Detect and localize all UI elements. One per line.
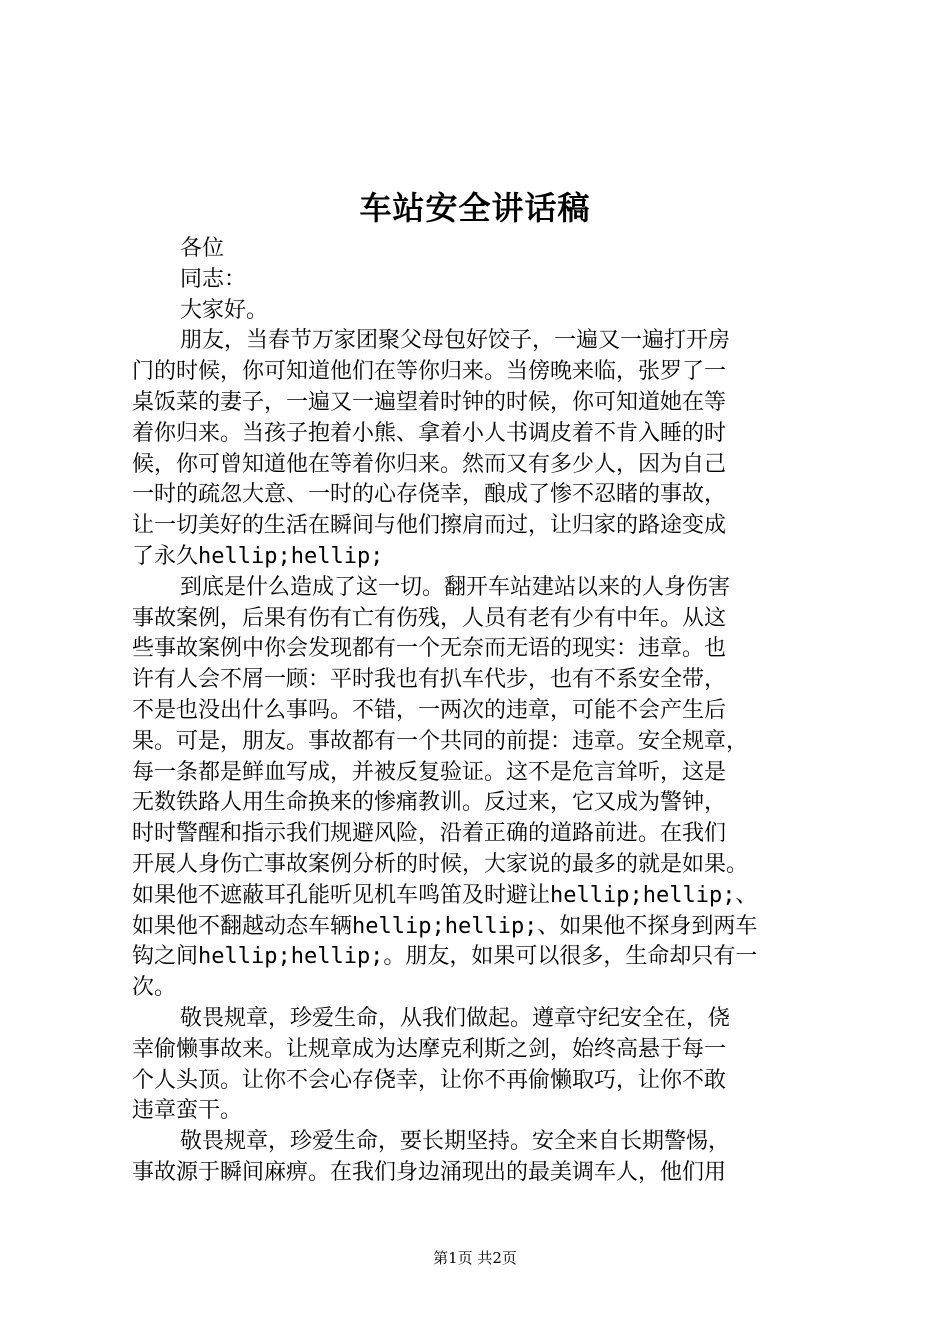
body-line: 朋友，当春节万家团聚父母包好饺子，一遍又一遍打开房 <box>180 328 731 354</box>
body-line: 如果他不翻越动态车辆hellip;hellip;、如果他不探身到两车 <box>132 913 758 939</box>
body-line: 违章蛮干。 <box>132 1098 243 1124</box>
document-body <box>132 234 832 1189</box>
body-line: 次。 <box>132 975 177 1001</box>
body-line: 到底是什么造成了这一切。翻开车站建站以来的人身伤害 <box>180 574 731 600</box>
body-line: 着你归来。当孩子抱着小熊、拿着小人书调皮着不肯入睡的时 <box>132 420 727 446</box>
body-line: 敬畏规章，珍爱生命，要长期坚持。安全来自长期警惕， <box>180 1129 731 1155</box>
body-line: 大家好。 <box>180 297 269 323</box>
document-title: 车站安全讲话稿 <box>359 189 591 227</box>
body-line: 开展人身伤亡事故案例分析的时候，大家说的最多的就是如果。 <box>132 851 749 877</box>
body-line: 让一切美好的生活在瞬间与他们擦肩而过，让归家的路途变成 <box>132 513 727 539</box>
body-line: 钩之间hellip;hellip;。朋友，如果可以很多，生命却只有一 <box>132 944 758 970</box>
body-line: 时时警醒和指示我们规避风险，沿着正确的道路前进。在我们 <box>132 821 727 847</box>
body-line: 果。可是，朋友。事故都有一个共同的前提：违章。安全规章， <box>132 728 749 754</box>
body-line: 如果他不遮蔽耳孔能听见机车鸣笛及时避让hellip;hellip;、 <box>132 882 758 908</box>
body-line: 候，你可曾知道他在等着你归来。然而又有多少人，因为自己 <box>132 451 727 477</box>
body-line: 不是也没出什么事吗。不错，一两次的违章，可能不会产生后 <box>132 697 727 723</box>
body-line: 同志： <box>180 266 247 292</box>
body-line: 无数铁路人用生命换来的惨痛教训。反过来，它又成为警钟， <box>132 790 727 816</box>
body-line: 些事故案例中你会发现都有一个无奈而无语的现实：违章。也 <box>132 636 727 662</box>
body-line: 各位 <box>180 236 225 261</box>
body-line: 幸偷懒事故来。让规章成为达摩克利斯之剑，始终高悬于每一 <box>132 1036 727 1062</box>
body-line: 事故源于瞬间麻痹。在我们身边涌现出的最美调车人，他们用 <box>132 1159 727 1185</box>
body-line: 每一条都是鲜血写成，并被反复验证。这不是危言耸听，这是 <box>132 759 727 785</box>
body-line: 一时的疏忽大意、一时的心存侥幸，酿成了惨不忍睹的事故， <box>132 482 727 508</box>
body-line: 许有人会不屑一顾：平时我也有扒车代步，也有不系安全带， <box>132 667 727 693</box>
body-line: 事故案例，后果有伤有亡有伤残，人员有老有少有中年。从这 <box>132 605 727 631</box>
body-line: 桌饭菜的妻子，一遍又一遍望着时钟的时候，你可知道她在等 <box>132 389 727 415</box>
body-line: 个人头顶。让你不会心存侥幸，让你不再偷懒取巧，让你不敢 <box>132 1067 727 1093</box>
body-line: 了永久hellip;hellip; <box>132 543 384 569</box>
page-footer: 第1页 共2页 <box>433 1249 517 1267</box>
body-line: 敬畏规章，珍爱生命，从我们做起。遵章守纪安全在，侥 <box>180 1005 731 1031</box>
body-line: 门的时候，你可知道他们在等你归来。当傍晚来临，张罗了一 <box>132 359 727 385</box>
